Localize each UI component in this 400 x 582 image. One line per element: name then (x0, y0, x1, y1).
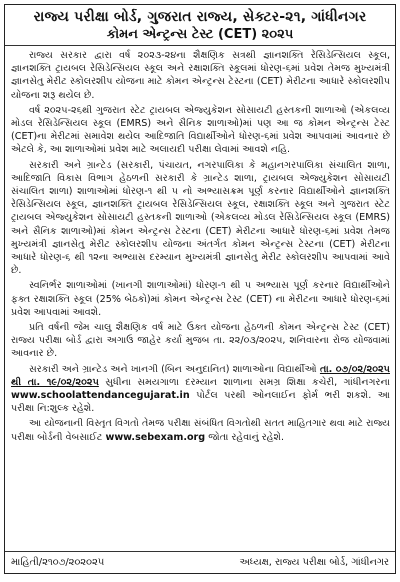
notice-page (4, 4, 396, 574)
paragraph-5: પ્રતિ વર્ષની જેમ ચાલુ શૈક્ષણિક વર્ષ માટે ઉક્ત યોજના હેઠળની કોમન એન્ટ્રન્સ ટેસ્ટ (CET) રાજ્ય પરીક્ષા બોર્ડ દ્વારા અગાઉ જાહેર કર્યા મુજબ તા. ૨૨/૦૩/૨૦૨૫, શનિવારના રોજ યોજવામાં આવનાર છે. (11, 322, 390, 360)
signatory: અધ્યક્ષ, રાજ્ય પરીક્ષા બોર્ડ, ગાંધીનગર (239, 557, 389, 568)
board-website-link[interactable]: www.sebexam.org (105, 431, 206, 443)
paragraph-7-tail: જોતા રહેવાનું રહેશે. (205, 431, 284, 443)
paragraph-6-intro: સરકારી અને ગ્રાન્ટેડ અને ખાનગી (બિન અનુદાનિત) શાળાઓના વિદ્યાર્થીઓ (29, 363, 317, 375)
board-title: રાજ્ય પરીક્ષા બોર્ડ, ગુજરાત રાજ્ય, સેક્ટર-૨૧, ગાંધીનગર (33, 9, 367, 25)
notice-body (5, 46, 395, 444)
portal-website-link[interactable]: www.schoolattendancegujarat.in (11, 390, 190, 402)
paragraph-7 (11, 417, 390, 443)
notice-header (5, 5, 395, 46)
paragraph-3: સરકારી અને ગ્રાન્ટેડ (સરકારી, પંચાયત, નગરપાલિકા કે મહાનગરપાલિકા સંચાલિત શાળા, આદિજાતિ વિકાસ વિભાગ હેઠળની સરકારી કે ગ્રાન્ટેડ શાળા, ટ્રાયબલ એજ્યુકેશન સોસાયટી સંચાલિત શાળા) શાળાઓમાં ધોરણ-૧ થી ૫ નો અભ્યાસક્રમ પૂર્ણ કરનાર વિદ્યાર્થીઓને જ્ઞાનશક્તિ રેસિડેન્સિયલ સ્કૂલ, જ્ઞાનશક્તિ ટ્રાયબલ રેસિડેન્સિયલ સ્કૂલ, રક્ષાશક્તિ સ્કૂલ અને ગુજરાત સ્ટેટ ટ્રાયબલ એજ્યુકેશન સોસાયટી હસ્તકની શાળાઓ (એકલવ્ય મોડલ રેસિડેન્સિયલ સ્કૂલ (EMRS) અને સૈનિક શાળાઓ)માં કોમન એન્ટ્રન્સ ટેસ્ટના (CET) મેરીટના આધારે ધોરણ-૬માં પ્રવેશ તેમજ મુખ્યમંત્રી જ્ઞાનસેતુ મેરીટ સ્કોલરશીપ યોજના અંતર્ગત કોમન એન્ટ્રન્સ ટેસ્ટના (CET) મેરીટના આધારે ધોરણ-૬ થી ૧૨ના અભ્યાસ દરમ્યાન મુખ્યમંત્રી જ્ઞાનસેતુ મેરીટ સ્કોલરશીપ આપવામાં આવે છે. (11, 159, 390, 277)
paragraph-2: વર્ષ ૨૦૨૫-૨૬થી ગુજરાત સ્ટેટ ટ્રાયબલ એજ્યુકેશન સોસાયટી હસ્તકની શાળાઓ (એકલવ્ય મોડલ રેસિડેન્સિયલ સ્કૂલ (EMRS) અને સૈનિક શાળાઓ)માં પણ આ જ કોમન એન્ટ્રન્સ ટેસ્ટ (CET)ના મેરીટમાં સમાવેશ થયેલ આદિજાતિ વિદ્યાર્થીઓને ધોરણ-૬માં પ્રવેશ આપવામાં આવનાર છે એટલે કે, આ શાળાઓમાં પ્રવેશ માટે અલાયદી પરીક્ષા લેવામાં આવશે નહિ. (11, 104, 390, 156)
exam-subtitle: કોમન એન્ટ્રન્સ ટેસ્ટ (CET) ૨૦૨૫ (106, 27, 294, 42)
paragraph-6 (11, 363, 390, 416)
paragraph-1: રાજ્ય સરકાર દ્વારા વર્ષ ૨૦૨૩-૨૪ના શૈક્ષણિક સત્રથી જ્ઞાનશક્તિ રેસિડેન્સિયલ સ્કૂલ, જ્ઞાનશક્તિ ટ્રાયબલ રેસિડેન્સિયલ સ્કૂલ અને રક્ષાશક્તિ સ્કૂલમાં ધોરણ-૬માં પ્રવેશ તેમજ મુખ્યમંત્રી જ્ઞાનસેતુ મેરીટ સ્કોલરશીપ યોજના માટે કોમન એન્ટ્રન્સ ટેસ્ટના (CET) મેરીટના આધારે સ્કોલરશીપ યોજના શરૂ થયેલ છે. (11, 50, 390, 101)
notice-footer (5, 551, 395, 573)
info-reference-number: માહિતી/૨૧૦૭/૨૦૨૦૨૫ (11, 557, 105, 568)
paragraph-7-text: આ યોજનાની વિસ્તૃત વિગતો તેમજ પરીક્ષા સંબંધિત વિગતોથી સતત માહિતગાર થવા માટે રાજ્ય પરીક્ષા બોર્ડની વેબસાઈટ (11, 418, 390, 443)
application-dates: તા. ૦૭/૦૨/૨૦૨૫ થી તા. ૧૯/૦૨/૨૦૨૫ (11, 363, 390, 388)
paragraph-4: સ્વનિર્ભર શાળાઓમાં (ખાનગી શાળાઓમાં) ધોરણ-૧ થી ૫ અભ્યાસ પૂર્ણ કરનાર વિદ્યાર્થીઓને ફક્ત રક્ષાશક્તિ સ્કૂલ (25% બેઠકો)માં કોમન એન્ટ્રન્સ ટેસ્ટ (CET) ના મેરીટના આધારે ધોરણ-૬માં પ્રવેશ આપવામાં આવશે. (11, 280, 390, 318)
paragraph-6-tail: પોર્ટલ પરથી ઓનલાઈન ફોર્મ ભરી શકશે. આ પરીક્ષા નિ:શુલ્ક રહેશે. (11, 390, 390, 415)
paragraph-6-mid: સુધીના સમયગાળા દરમ્યાન શાળાના સમગ્ર શિક્ષા કચેરી, ગાંધીનગરના (98, 376, 390, 388)
